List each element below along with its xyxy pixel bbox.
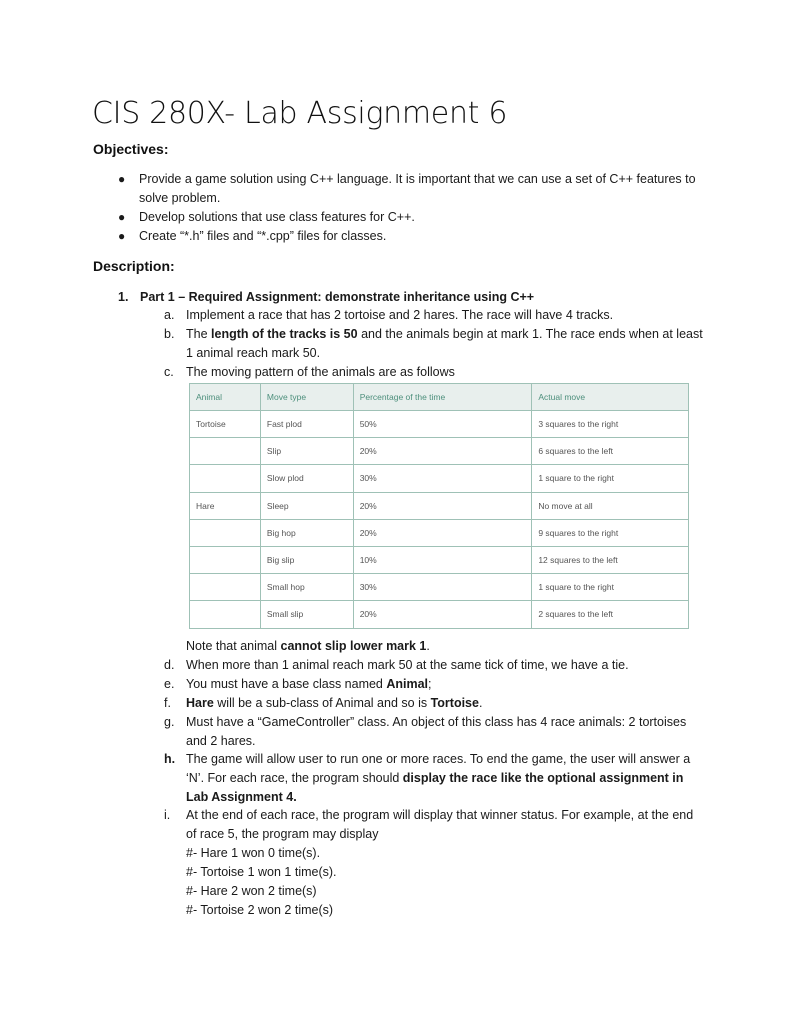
cell-move-type: Sleep <box>260 492 353 519</box>
cell-animal <box>190 574 261 601</box>
header-animal: Animal <box>190 384 261 411</box>
page-title: CIS 280X- Lab Assignment 6 <box>92 96 508 131</box>
objective-item: ● Create “*.h” files and “*.cpp” files for classes. <box>118 227 718 246</box>
header-percentage: Percentage of the time <box>353 384 532 411</box>
cell-move-type: Fast plod <box>260 411 353 438</box>
cell-animal <box>190 546 261 573</box>
cell-move-type: Slow plod <box>260 465 353 492</box>
winner-line: #- Hare 2 won 2 time(s) <box>186 884 317 898</box>
objectives-list <box>118 170 718 246</box>
cell-percentage: 20% <box>353 492 532 519</box>
cell-animal <box>190 438 261 465</box>
cell-actual-move: 9 squares to the right <box>532 519 689 546</box>
winner-line: #- Tortoise 2 won 2 time(s) <box>186 903 334 917</box>
objective-item: ● Develop solutions that use class features for C++. <box>118 208 718 227</box>
description-heading: Description: <box>93 258 175 274</box>
cell-move-type: Big slip <box>260 546 353 573</box>
table-row <box>190 519 689 546</box>
header-actual-move: Actual move <box>532 384 689 411</box>
table-row <box>190 546 689 573</box>
table-header-row <box>190 384 689 411</box>
header-move-type: Move type <box>260 384 353 411</box>
cell-percentage: 30% <box>353 574 532 601</box>
cell-actual-move: 6 squares to the left <box>532 438 689 465</box>
table-row <box>190 438 689 465</box>
cell-percentage: 20% <box>353 438 532 465</box>
table-row <box>190 574 689 601</box>
cell-percentage: 50% <box>353 411 532 438</box>
slip-note: Note that animal cannot slip lower mark 1. <box>186 639 430 653</box>
bullet-icon: ● <box>118 229 126 243</box>
cell-move-type: Big hop <box>260 519 353 546</box>
table-row <box>190 492 689 519</box>
objective-item: ● Provide a game solution using C++ language. It is important that we can use a set of C++ features to solve problem. <box>118 172 696 205</box>
cell-move-type: Slip <box>260 438 353 465</box>
cell-animal <box>190 601 261 628</box>
bullet-icon: ● <box>118 172 126 186</box>
cell-percentage: 10% <box>353 546 532 573</box>
cell-actual-move: 2 squares to the left <box>532 601 689 628</box>
table-row <box>190 601 689 628</box>
cell-move-type: Small slip <box>260 601 353 628</box>
cell-animal: Tortoise <box>190 411 261 438</box>
cell-move-type: Small hop <box>260 574 353 601</box>
cell-actual-move: 1 square to the right <box>532 465 689 492</box>
winner-line: #- Hare 1 won 0 time(s). <box>186 846 321 860</box>
bullet-icon: ● <box>118 210 126 224</box>
cell-percentage: 20% <box>353 601 532 628</box>
table-row <box>190 465 689 492</box>
cell-actual-move: 3 squares to the right <box>532 411 689 438</box>
document-page: CIS 280X- Lab Assignment 6 Objectives: ● Provide a game solution using C++ language. It is important that we can use a set of C++ features to solve problem. ● Develop solutions that use class features for C++. ● Create “*.h” files and “*.cpp” files for classes. Description: 1. Part 1 – Required Assignment: demonstrate inheritance using C++ a. Implement a race that has 2 tortoise and 2 hares. The race will have 4 tracks. b. The length of the tracks is 50 and the animals begin at mark 1. The race ends when at least 1 animal reach mark 50. c. The moving pattern of the animals are as follows Animal Move type Percentage of the time Actual move Tortoise Fast plod 50% 3 squares to the right Slip 20% 6 squares to the left Slow plod 30% 1 square to the right Hare Sleep 20% No move at all Big hop 20% 9 squares to the right Big slip 10% 12 squares to the left Small hop 30% 1 square to the right Small slip 20% 2 squares to the left Note that animal cannot slip lower mark 1. d. When more than 1 animal reach mark 50 at the same tick of time, we have a tie. e. You must have a base class named Animal; f. Hare will be a sub-class of Animal and so is Tortoise. g. Must have a “GameController” class. An object of this class has 4 race animals: 2 tortoises and 2 hares. h. The game will allow user to run one or more races. To end the game, the user will answer a ‘N’. For each race, the program should display the race like the optional assignment in Lab Assignment 4. i. At the end of each race, the program will display that winner status. For example, at the end of race 5, the program may display #- Hare 1 won 0 time(s). #- Tortoise 1 won 1 time(s). #- Hare 2 won 2 time(s) #- Tortoise 2 won 2 time(s) <box>0 0 791 1024</box>
cell-animal <box>190 519 261 546</box>
cell-percentage: 20% <box>353 519 532 546</box>
table-row <box>190 411 689 438</box>
cell-percentage: 30% <box>353 465 532 492</box>
cell-actual-move: 1 square to the right <box>532 574 689 601</box>
cell-animal: Hare <box>190 492 261 519</box>
cell-animal <box>190 465 261 492</box>
winner-line: #- Tortoise 1 won 1 time(s). <box>186 865 337 879</box>
cell-actual-move: 12 squares to the left <box>532 546 689 573</box>
cell-actual-move: No move at all <box>532 492 689 519</box>
moving-pattern-table <box>189 383 689 629</box>
part-1-title: 1. Part 1 – Required Assignment: demonstrate inheritance using C++ <box>118 290 535 304</box>
objectives-heading: Objectives: <box>93 141 169 157</box>
